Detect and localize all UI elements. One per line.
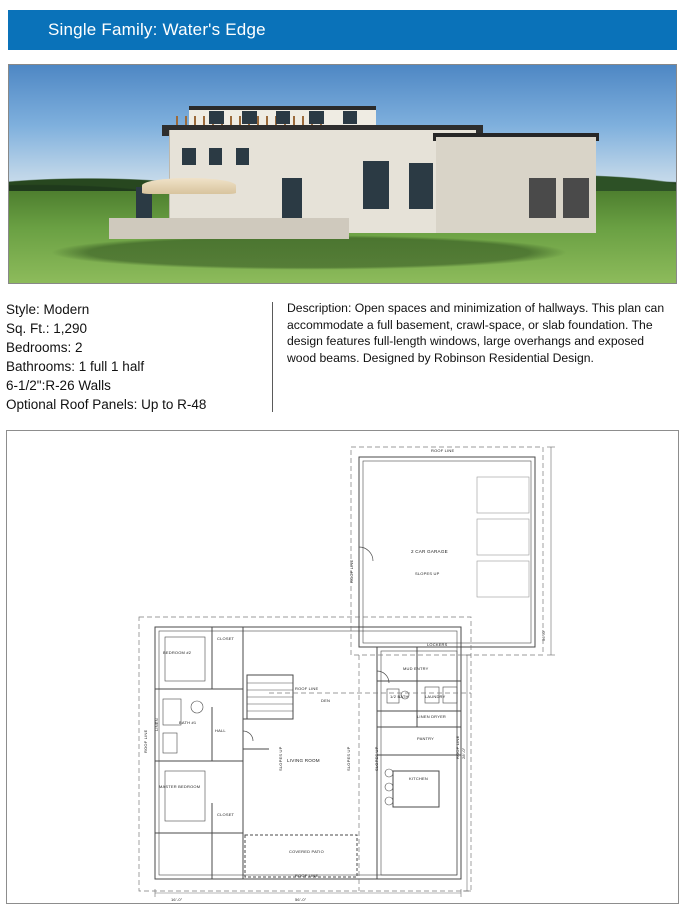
window — [276, 111, 291, 124]
plan-label-hall: HALL — [215, 728, 226, 733]
plan-label-den: DEN — [321, 698, 331, 703]
plan-label-roof-line: ROOF LINE — [295, 873, 319, 878]
plan-label-pantry: PANTRY — [417, 736, 435, 741]
plan-label-mud-entry: MUD ENTRY — [403, 666, 429, 671]
spec-roof-panels: Optional Roof Panels: Up to R-48 — [6, 397, 207, 412]
patio-umbrella — [142, 178, 235, 193]
plan-label-living-room: LIVING ROOM — [287, 758, 320, 763]
spec-walls: 6-1/2":R-26 Walls — [6, 378, 111, 393]
window — [363, 161, 390, 209]
window — [236, 148, 249, 165]
page-title: Single Family: Water's Edge — [48, 20, 266, 39]
plan-label-kitchen: KITCHEN — [409, 776, 428, 781]
description-text: Description: Open spaces and minimization of hallways. This plan can accommodate a full basement, crawl-space, or slab foundation. The design features full-length windows, large overhangs and exposed wood beams. Designed by Robinson Residential Design. — [287, 301, 665, 365]
plan-label-slopes-up: SLOPES UP — [415, 571, 440, 576]
plan-label-slopes-up: SLOPES UP — [278, 746, 283, 771]
garage-door — [563, 178, 590, 217]
plan-label-roof-line: ROOF LINE — [349, 559, 354, 583]
plan-dimension: 56'-0" — [541, 629, 546, 641]
plan-label-roof-line: ROOF LINE — [295, 686, 319, 691]
header-banner — [8, 10, 677, 50]
window — [209, 111, 224, 124]
spec-bedrooms: Bedrooms: 2 — [6, 340, 83, 355]
plan-label-bedroom-2: BEDROOM #2 — [163, 650, 192, 655]
info-section — [4, 300, 681, 414]
plan-label-garage: 2 CAR GARAGE — [411, 549, 448, 554]
ground-shadow — [49, 235, 569, 270]
plan-label-linen-dryer: LINEN DRYER — [417, 714, 447, 719]
window — [409, 163, 432, 209]
floor-plan-drawing — [6, 430, 679, 904]
plan-label-roof-line: ROOF LINE — [455, 735, 460, 759]
plan-label-slopes-up: SLOPES UP — [374, 746, 379, 771]
floor-plan-vector — [7, 431, 679, 904]
plan-label-linen: LINEN — [154, 718, 159, 731]
plan-label-master-bedroom: MASTER BEDROOM — [159, 784, 201, 789]
patio-slab — [109, 218, 349, 240]
plan-label-laundry: LAUNDRY — [425, 694, 446, 699]
spec-bathrooms: Bathrooms: 1 full 1 half — [6, 359, 145, 374]
spec-style: Style: Modern — [6, 302, 90, 317]
plan-label-lockers: LOCKERS — [427, 642, 448, 647]
window — [182, 148, 195, 165]
vertical-divider — [272, 302, 273, 412]
window — [343, 111, 358, 124]
window — [242, 111, 257, 124]
plan-label-closet: CLOSET — [217, 636, 235, 641]
plan-label-half-bath: 1/2 BATH — [390, 694, 409, 699]
plan-label-roof-line: ROOF LINE — [431, 448, 455, 453]
plan-dimension: 28'-0" — [461, 747, 466, 759]
plan-label-closet: CLOSET — [217, 812, 235, 817]
garage-door — [529, 178, 556, 217]
plan-dimension: 56'-0" — [295, 897, 307, 902]
door — [282, 178, 302, 222]
plan-label-covered-patio: COVERED PATIO — [289, 849, 324, 854]
plan-label-bath-1: BATH #1 — [179, 720, 197, 725]
window — [309, 111, 324, 124]
plan-dimension: 16'-0" — [171, 897, 183, 902]
spec-square-feet: Sq. Ft.: 1,290 — [6, 321, 88, 336]
specs-list — [4, 300, 272, 414]
window — [209, 148, 222, 165]
plan-label-slopes-up: SLOPES UP — [346, 746, 351, 771]
exterior-rendering-image — [8, 64, 677, 284]
plan-label-roof-line: ROOF LINE — [143, 729, 148, 753]
